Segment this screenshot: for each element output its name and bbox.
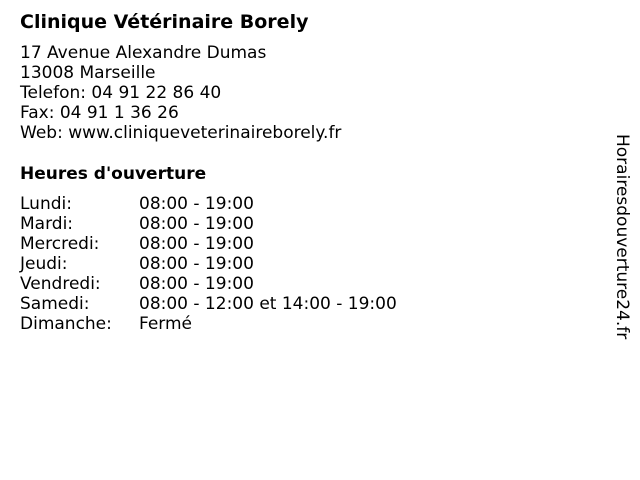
day-label: Mardi: xyxy=(20,214,74,234)
day-label: Dimanche: xyxy=(20,314,112,334)
clinic-name: Clinique Vétérinaire Borely xyxy=(20,11,309,33)
time-range: 08:00 - 19:00 xyxy=(139,214,254,234)
time-range: 08:00 - 12:00 et 14:00 - 19:00 xyxy=(139,294,397,314)
phone-number: Telefon: 04 91 22 86 40 xyxy=(20,83,222,103)
opening-hours-heading: Heures d'ouverture xyxy=(20,164,207,184)
day-label: Vendredi: xyxy=(20,274,101,294)
day-label: Lundi: xyxy=(20,194,72,214)
time-range: 08:00 - 19:00 xyxy=(139,254,254,274)
site-watermark: Horairesdouverture24.fr xyxy=(612,134,632,340)
day-label: Jeudi: xyxy=(20,254,68,274)
city-postcode: 13008 Marseille xyxy=(20,63,156,83)
time-range: 08:00 - 19:00 xyxy=(139,194,254,214)
time-range: 08:00 - 19:00 xyxy=(139,274,254,294)
clinic-contact-block xyxy=(20,43,341,143)
fax-number: Fax: 04 91 1 36 26 xyxy=(20,103,179,123)
website: Web: www.cliniqueveterinaireborely.fr xyxy=(20,123,342,143)
time-range: Fermé xyxy=(139,314,193,334)
street-address: 17 Avenue Alexandre Dumas xyxy=(20,43,267,63)
day-label: Mercredi: xyxy=(20,234,100,254)
day-label: Samedi: xyxy=(20,294,90,314)
time-range: 08:00 - 19:00 xyxy=(139,234,254,254)
